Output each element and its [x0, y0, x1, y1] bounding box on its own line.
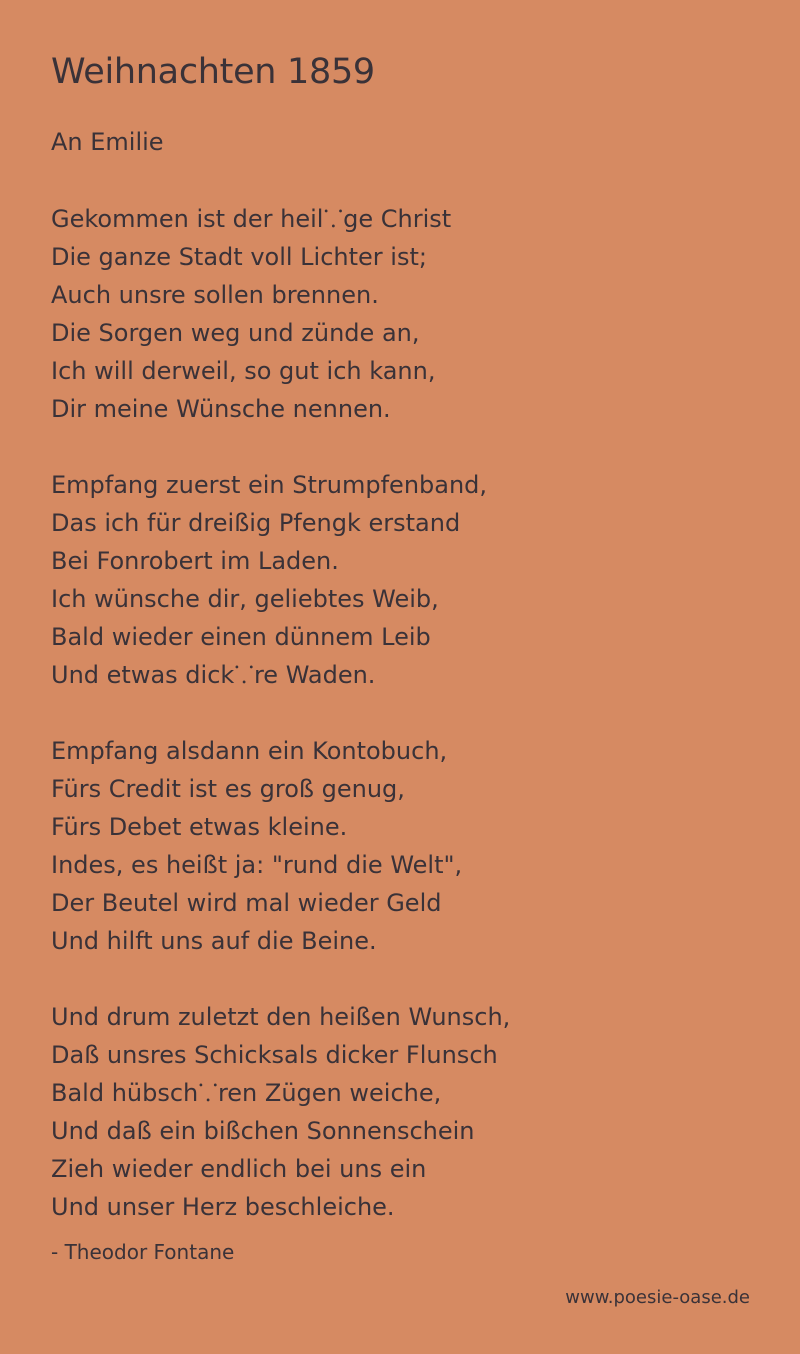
poem-stanza-4	[51, 998, 510, 1226]
poem-stanza-2	[51, 466, 487, 694]
poem-line: Daß unsres Schicksals dicker Flunsch	[51, 1041, 498, 1069]
poem-line: Und drum zuletzt den heißen Wunsch,	[51, 1003, 511, 1031]
poem-line: Der Beutel wird mal wieder Geld	[51, 889, 442, 917]
poem-line: Dir meine Wünsche nennen.	[51, 395, 391, 423]
poem-line: Zieh wieder endlich bei uns ein	[51, 1155, 427, 1183]
poem-line: Und etwas dick⸪re Waden.	[51, 661, 376, 689]
poem-line: Fürs Credit ist es groß genug,	[51, 775, 405, 803]
poem-stanza-3	[51, 732, 462, 960]
poem-line: Bei Fonrobert im Laden.	[51, 547, 339, 575]
poem-line: Die Sorgen weg und zünde an,	[51, 319, 420, 347]
poem-line: Auch unsre sollen brennen.	[51, 281, 379, 309]
website-link[interactable]: www.poesie-oase.de	[565, 1287, 750, 1308]
poem-line: Das ich für dreißig Pfengk erstand	[51, 509, 461, 537]
poem-line: Bald wieder einen dünnem Leib	[51, 623, 431, 651]
poem-line: Fürs Debet etwas kleine.	[51, 813, 348, 841]
poem-line: Gekommen ist der heil⸪ge Christ	[51, 205, 452, 233]
poem-line: Empfang alsdann ein Kontobuch,	[51, 737, 448, 765]
poem-stanza-1	[51, 200, 451, 428]
poem-line: Bald hübsch⸪ren Zügen weiche,	[51, 1079, 442, 1107]
poem-title: Weihnachten 1859	[51, 52, 375, 92]
poem-dedication: An Emilie	[51, 128, 164, 156]
poem-line: Und hilft uns auf die Beine.	[51, 927, 377, 955]
poem-line: Empfang zuerst ein Strumpfenband,	[51, 471, 488, 499]
poem-line: Ich will derweil, so gut ich kann,	[51, 357, 436, 385]
poem-line: Indes, es heißt ja: "rund die Welt",	[51, 851, 463, 879]
poem-line: Ich wünsche dir, geliebtes Weib,	[51, 585, 439, 613]
poem-author: - Theodor Fontane	[51, 1240, 235, 1264]
poem-line: Und daß ein bißchen Sonnenschein	[51, 1117, 475, 1145]
poem-line: Die ganze Stadt voll Lichter ist;	[51, 243, 427, 271]
poem-line: Und unser Herz beschleiche.	[51, 1193, 395, 1221]
